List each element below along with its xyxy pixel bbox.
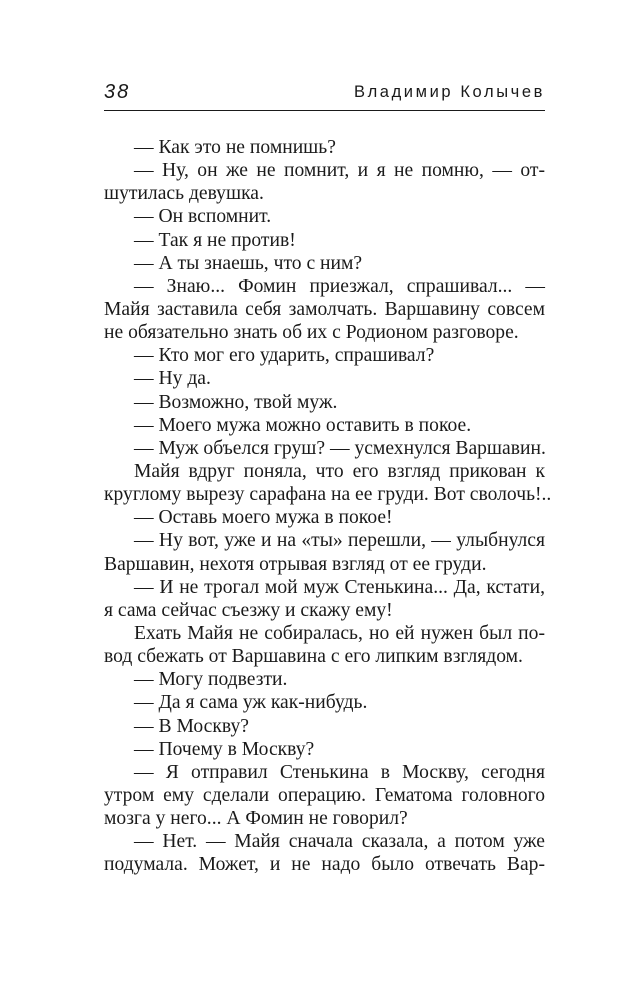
text-line: — Возможно, твой муж. bbox=[134, 391, 338, 413]
page-header bbox=[104, 80, 545, 104]
text-line: Ехать Майя не собиралась, но ей нужен был по- bbox=[134, 622, 545, 644]
text-line: — Как это не помнишь? bbox=[134, 137, 336, 158]
body-text bbox=[104, 136, 552, 877]
text-line: — Могу подвезти. bbox=[134, 669, 288, 691]
header-rule bbox=[104, 110, 545, 111]
text-line: — Нет. — Майя сначала сказала, а потом уже bbox=[134, 831, 545, 853]
text-line: Майя вдруг поняла, что его взгляд прикован к bbox=[134, 460, 545, 482]
text-line: вод сбежать от Варшавина с его липким взглядом. bbox=[104, 646, 523, 668]
text-line: — И не трогал мой муж Стенькина... Да, кстати, bbox=[134, 576, 545, 598]
text-line: — Знаю... Фомин приезжал, спрашивал... — bbox=[134, 275, 545, 297]
page-number: 38 bbox=[104, 81, 131, 103]
text-line: я сама сейчас съезжу и скажу ему! bbox=[104, 599, 393, 621]
text-line: — Моего мужа можно оставить в покое. bbox=[134, 414, 472, 436]
text-line: — А ты знаешь, что с ним? bbox=[134, 252, 363, 274]
text-line: шутилась девушка. bbox=[104, 183, 264, 205]
text-line: — Кто мог его ударить, спрашивал? bbox=[134, 345, 435, 367]
text-line: — Ну, он же не помнит, и я не помню, — от- bbox=[134, 160, 545, 182]
text-line: — Муж объелся груш? — усмехнулся Варшавин. bbox=[134, 437, 546, 459]
text-line: не обязательно знать об их с Родионом разговоре. bbox=[104, 322, 519, 344]
text-line: круглому вырезу сарафана на ее груди. Вот сволочь!.. bbox=[104, 484, 552, 506]
text-line: — В Москву? bbox=[134, 715, 249, 737]
text-line: — Ну да. bbox=[134, 368, 211, 390]
text-line: — Так я не против! bbox=[134, 229, 296, 251]
text-line: утром ему сделали операцию. Гематома головного bbox=[104, 784, 545, 806]
text-line: — Да я сама уж как-нибудь. bbox=[134, 692, 368, 714]
text-line: подумала. Может, и не надо было отвечать Вар- bbox=[104, 854, 545, 876]
text-line: — Он вспомнит. bbox=[134, 206, 272, 228]
text-line: Майя заставила себя замолчать. Варшавину совсем bbox=[104, 298, 545, 320]
running-head-author: Владимир Колычев bbox=[353, 83, 545, 101]
text-line: — Я отправил Стенькина в Москву, сегодня bbox=[134, 761, 545, 783]
text-line: — Оставь моего мужа в покое! bbox=[134, 507, 393, 529]
text-line: Варшавин, нехотя отрывая взгляд от ее груди. bbox=[104, 553, 487, 575]
text-line: мозга у него... А Фомин не говорил? bbox=[104, 808, 408, 830]
text-line: — Ну вот, уже и на «ты» перешли, — улыбнулся bbox=[134, 530, 545, 552]
text-line: — Почему в Москву? bbox=[134, 738, 315, 760]
